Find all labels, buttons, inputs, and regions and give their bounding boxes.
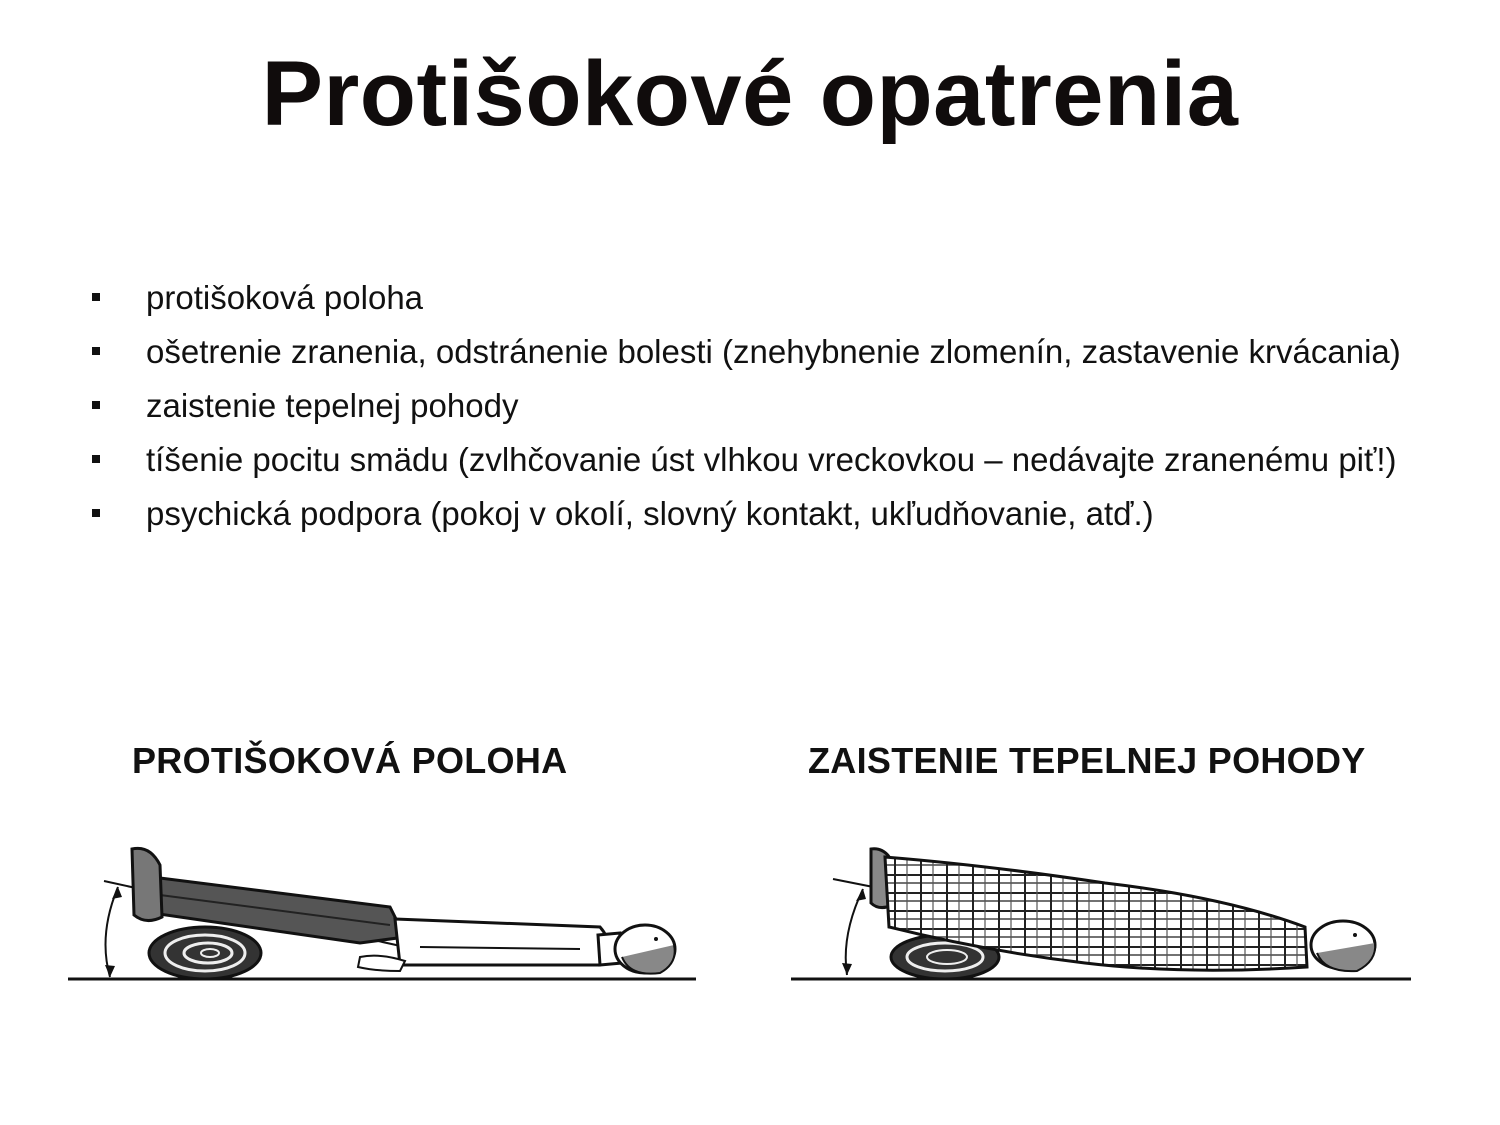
- list-item: [88, 330, 1428, 374]
- list-item: [88, 438, 1428, 482]
- bullet-marker-icon: [92, 293, 100, 301]
- list-item-text: protišoková poloha: [146, 279, 424, 316]
- list-item-text: zaistenie tepelnej pohody: [146, 387, 519, 424]
- slide-title: Protišokové opatrenia: [261, 43, 1239, 145]
- bullet-marker-icon: [92, 347, 100, 355]
- bullet-marker-icon: [92, 509, 100, 517]
- bullet-marker-icon: [92, 455, 100, 463]
- list-item-text: tíšenie pocitu smädu (zvlhčovanie úst vlhkou vreckovkou – nedávajte zranenému piť!): [146, 441, 1397, 478]
- bullet-list: [88, 276, 1428, 546]
- list-item-text: ošetrenie zranenia, odstránenie bolesti (znehybnenie zlomenín, zastavenie krvácania): [146, 333, 1401, 370]
- list-item: [88, 384, 1428, 428]
- thermal-comfort-illustration: [785, 835, 1415, 995]
- list-item: [88, 492, 1428, 536]
- figure-caption-right: ZAISTENIE TEPELNEJ POHODY: [808, 740, 1366, 781]
- figure-caption-left: PROTIŠOKOVÁ POLOHA: [132, 740, 568, 781]
- list-item: [88, 276, 1428, 320]
- bullet-marker-icon: [92, 401, 100, 409]
- list-item-text: psychická podpora (pokoj v okolí, slovný kontakt, ukľudňovanie, atď.): [146, 495, 1154, 532]
- antishock-position-illustration: [60, 835, 700, 995]
